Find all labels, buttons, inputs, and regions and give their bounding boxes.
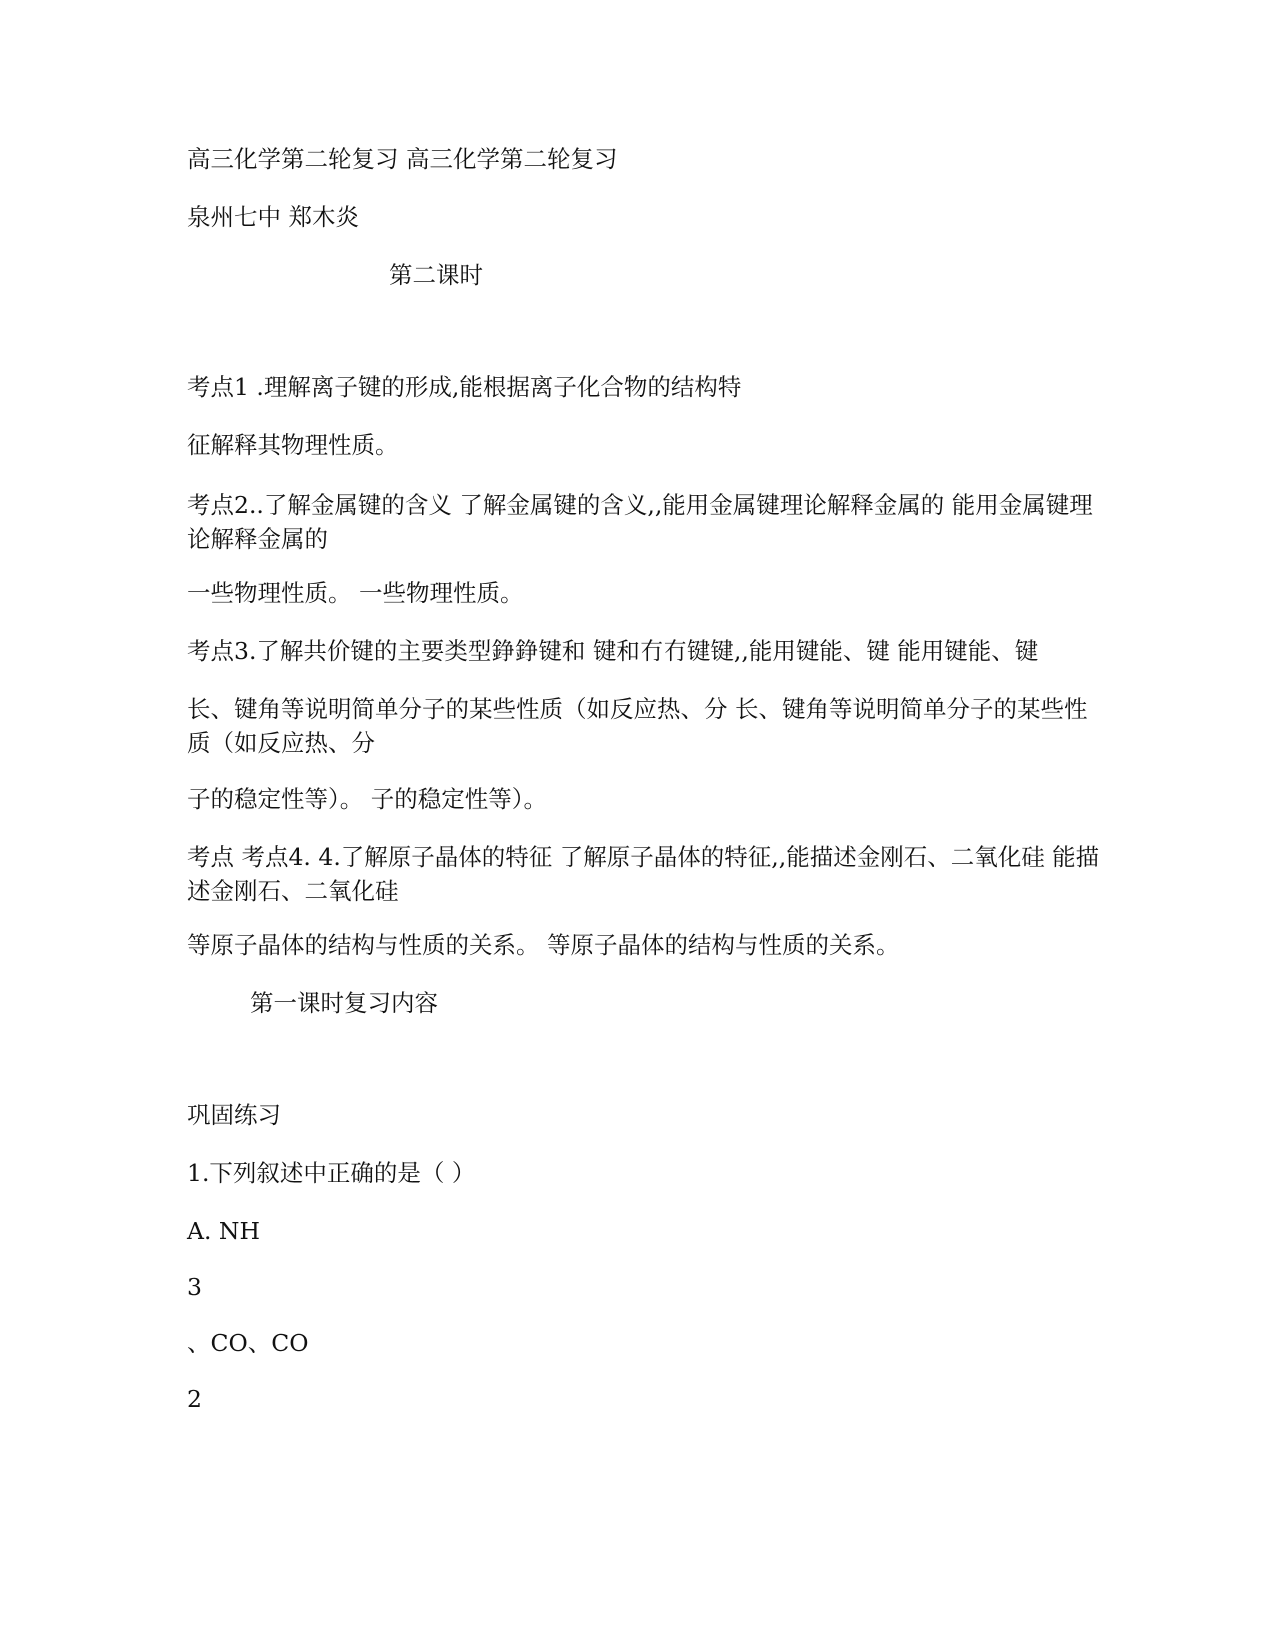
- practice-heading: 巩固练习: [187, 1101, 281, 1129]
- lesson-heading: 第二课时: [389, 261, 483, 289]
- point-4-line-2: 等原子晶体的结构与性质的关系。 等原子晶体的结构与性质的关系。: [187, 931, 900, 959]
- document-title: 高三化学第二轮复习 高三化学第二轮复习: [187, 145, 618, 173]
- point-4-line-1: 考点 考点4. 4.了解原子晶体的特征 了解原子晶体的特征,,能描述金刚石、二氧化硅 能描述金刚石、二氧化硅: [187, 843, 1100, 905]
- review-heading: 第一课时复习内容: [250, 989, 438, 1017]
- point-1-line-1: 考点1 .理解离子键的形成,能根据离子化合物的结构特: [187, 373, 742, 401]
- subscript-fragment-3: 3: [187, 1273, 202, 1301]
- author-line: 泉州七中 郑木炎: [187, 203, 359, 231]
- point-2-line-1: 考点2..了解金属键的含义 了解金属键的含义,,能用金属键理论解释金属的 能用金属键理论解释金属的: [187, 491, 1093, 553]
- compound-fragment: 、CO、CO: [187, 1329, 309, 1357]
- point-3-line-1: 考点3.了解共价键的主要类型錚錚键和 键和冇冇键键,,能用键能、键 能用键能、键: [187, 637, 1039, 665]
- point-3-line-3: 子的稳定性等）。 子的稳定性等）。: [187, 785, 547, 813]
- subscript-fragment-2: 2: [187, 1385, 202, 1413]
- option-a-fragment: A. NH: [187, 1217, 260, 1245]
- question-1: 1.下列叙述中正确的是（ ）: [187, 1159, 476, 1187]
- point-3-line-2: 长、键角等说明简单分子的某些性质（如反应热、分 长、键角等说明简单分子的某些性质（如反应热、分: [187, 695, 1088, 757]
- point-1-line-2: 征解释其物理性质。: [187, 431, 399, 459]
- point-2-line-2: 一些物理性质。 一些物理性质。: [187, 579, 524, 607]
